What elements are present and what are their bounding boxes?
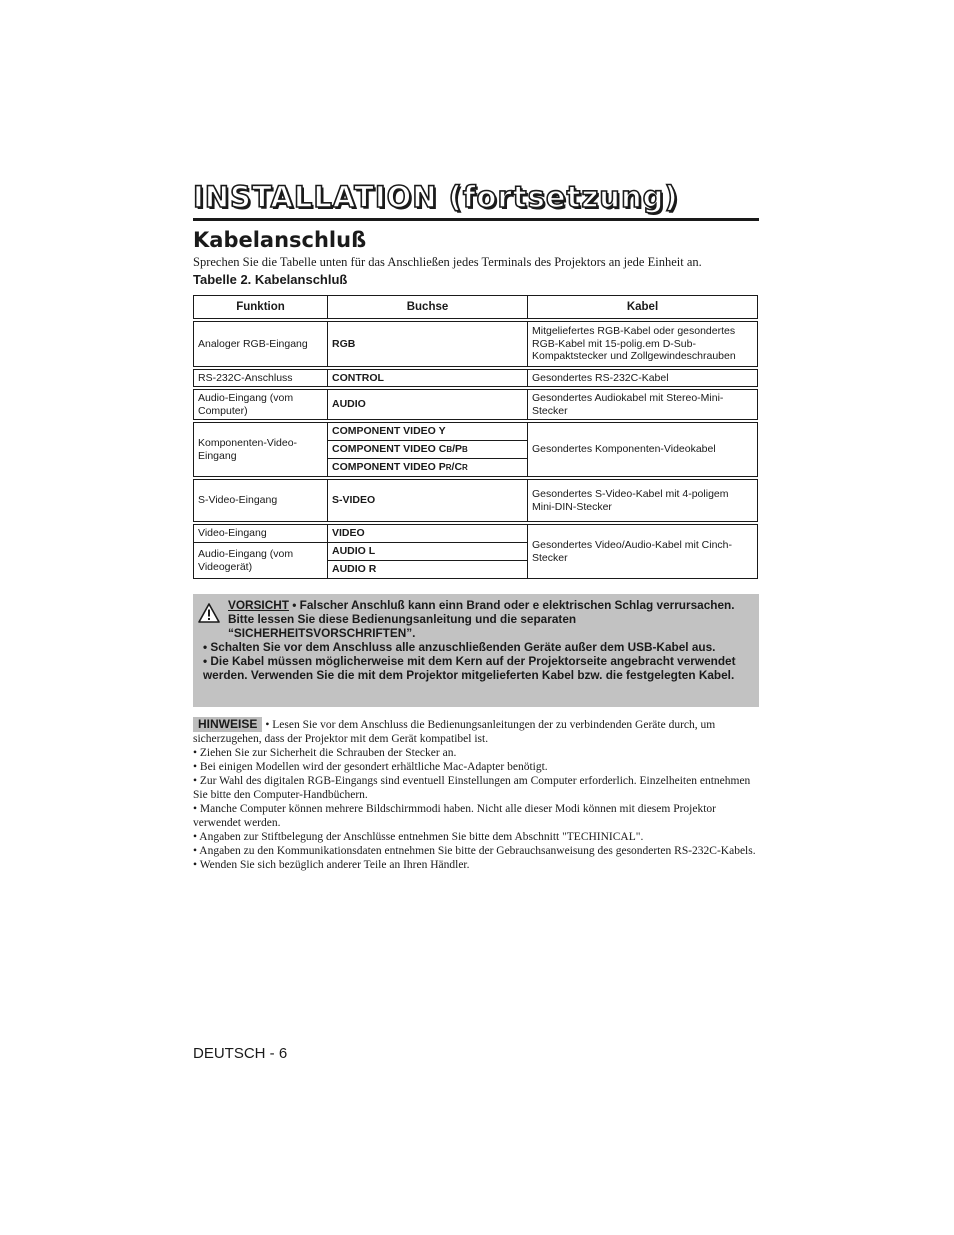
buchse-cr-sub: R (462, 462, 468, 472)
cell-buchse: VIDEO (328, 525, 528, 543)
table-caption: Tabelle 2. Kabelanschluß (193, 272, 348, 287)
table-row (194, 370, 758, 387)
cell-kabel: Mitgeliefertes RGB-Kabel oder gesondertes RGB-Kabel mit 15-polig.em D-Sub-Kompaktstecker und Zollgewindeschrauben (528, 322, 758, 367)
buchse-cr-sep: /C (451, 460, 463, 473)
cell-kabel: Gesondertes Komponenten-Videokabel (528, 423, 758, 477)
cell-funktion: Audio-Eingang (vom Videogerät) (194, 543, 328, 579)
note-item: • Wenden Sie sich bezüglich anderer Teile an Ihren Händler. (193, 859, 470, 871)
cell-funktion: S-Video-Eingang (194, 480, 328, 522)
note-text: • Lesen Sie vor dem Anschluss die Bedienungsanleitungen der zu verbindenden Geräte durch, um sicherzugehen, dass der Projektor mit dem Gerät kompatibel ist. (193, 719, 716, 745)
buchse-cb-sep: /P (452, 442, 463, 455)
buchse-cb-main: COMPONENT VIDEO C (332, 442, 447, 455)
cell-funktion: Video-Eingang (194, 525, 328, 543)
cell-kabel: Gesondertes S-Video-Kabel mit 4-poligem Mini-DIN-Stecker (528, 480, 758, 522)
cell-kabel: Gesondertes Audiokabel mit Stereo-Mini-Stecker (528, 390, 758, 420)
cell-buchse-cr (328, 459, 528, 477)
table-row (194, 322, 758, 367)
caution-line-3: • Die Kabel müssen möglicherweise mit dem Kern auf der Projektorseite angebracht verwendet werden. Verwenden Sie die mit dem Projektor mitgelieferten Kabel bzw. die festgelegten Kabel. (203, 654, 736, 682)
cell-kabel: Gesondertes Video/Audio-Kabel mit Cinch-Stecker (528, 525, 758, 579)
buchse-cr-main: COMPONENT VIDEO P (332, 460, 446, 473)
notes-label: HINWEISE (193, 717, 262, 732)
warning-icon (198, 603, 220, 623)
note-item: • Bei einigen Modellen wird der gesondert erhältliche Mac-Adapter benötigt. (193, 761, 548, 773)
page-number: DEUTSCH - 6 (193, 1045, 288, 1062)
cell-buchse: CONTROL (328, 370, 528, 387)
notes-section (193, 717, 759, 872)
buchse-cb-sub: B (446, 444, 453, 454)
note-item: • Ziehen Sie zur Sicherheit die Schrauben der Stecker an. (193, 747, 457, 759)
caution-line-2: • Schalten Sie vor dem Anschluss alle anzuschließenden Geräte außer dem USB-Kabel aus. (203, 640, 716, 654)
cable-table (193, 295, 758, 579)
buchse-cb-sub: B (462, 444, 468, 454)
header-buchse: Buchse (328, 296, 528, 319)
table-row (194, 423, 758, 441)
table-row (194, 480, 758, 522)
intro-text: Sprechen Sie die Tabelle unten für das Anschließen jedes Terminals des Projektors an jede Einheit an. (193, 255, 702, 269)
section-title: Kabelanschluß (193, 228, 367, 252)
cell-funktion: RS-232C-Anschluss (194, 370, 328, 387)
cell-kabel: Gesondertes RS-232C-Kabel (528, 370, 758, 387)
cell-buchse: S-VIDEO (328, 480, 528, 522)
cell-buchse: AUDIO (328, 390, 528, 420)
note-item: • Manche Computer können mehrere Bildschirmmodi haben. Nicht alle dieser Modi können mit diesem Projektor verwendet werden. (193, 803, 717, 829)
note-item: • Angaben zu den Kommunikationsdaten entnehmen Sie bitte der Gebrauchsanweisung des gesonderten RS-232C-Kabels. (193, 845, 756, 857)
table-row (194, 525, 758, 543)
table-row (194, 390, 758, 420)
cell-funktion: Komponenten-Video-Eingang (194, 423, 328, 477)
page-title: INSTALLATION (fortsetzung) (193, 180, 679, 214)
note-item (193, 717, 759, 746)
caution-text-1: • Falscher Anschluß kann einn Brand oder e elektrischen Schlag verrursachen. Bitte lessen Sie diese Bedienungsanleitung und die separaten “SICHERHEITSVORSCHRIFTEN”. (228, 598, 735, 640)
cell-buchse: AUDIO L (328, 543, 528, 561)
cell-buchse-cb (328, 441, 528, 459)
header-kabel: Kabel (528, 296, 758, 319)
caution-line-1 (203, 598, 745, 640)
buchse-cr-sub: R (445, 462, 452, 472)
note-item: • Zur Wahl des digitalen RGB-Eingangs sind eventuell Einstellungen am Computer erforderlich. Einzelheiten entnehmen Sie bitte den Computer-Handbüchern. (193, 775, 751, 801)
header-funktion: Funktion (194, 296, 328, 319)
caution-label: VORSICHT (228, 598, 289, 612)
title-rule (193, 218, 759, 221)
note-item: • Angaben zur Stiftbelegung der Anschlüsse entnehmen Sie bitte dem Abschnitt "TECHINICAL". (193, 831, 644, 843)
cell-buchse-y: COMPONENT VIDEO Y (328, 423, 528, 441)
cell-funktion: Analoger RGB-Eingang (194, 322, 328, 367)
table-header-row (194, 296, 758, 319)
cell-buchse: AUDIO R (328, 561, 528, 579)
caution-box (193, 594, 759, 707)
cell-buchse: RGB (328, 322, 528, 367)
cell-funktion: Audio-Eingang (vom Computer) (194, 390, 328, 420)
